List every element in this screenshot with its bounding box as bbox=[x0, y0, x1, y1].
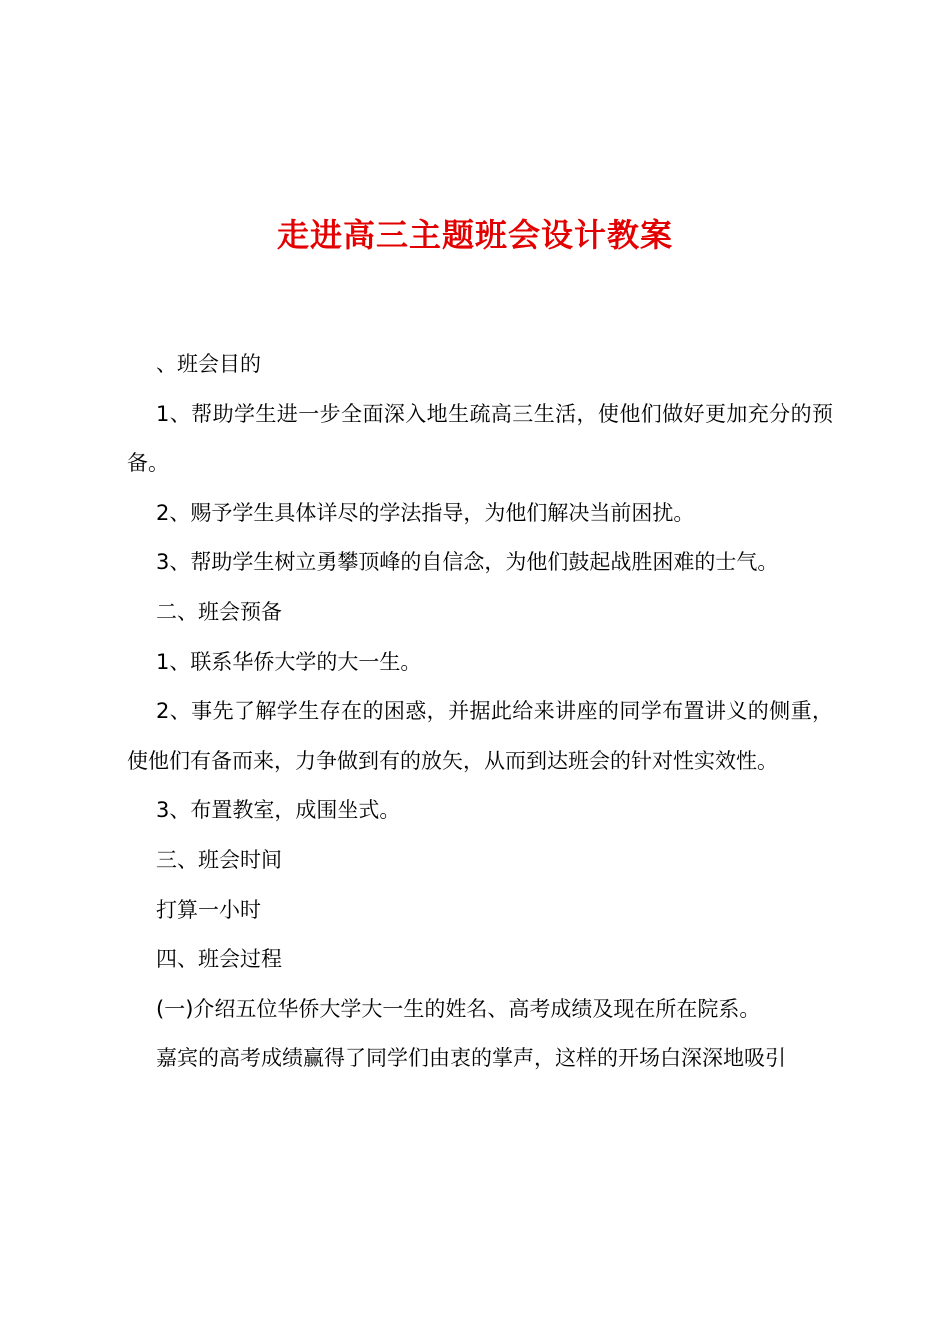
paragraph-goal-1: 1、帮助学生进一步全面深入地生疏高三生活，使他们做好更加充分的预备。 bbox=[127, 401, 833, 476]
paragraph-prep-1: 1、联系华侨大学的大一生。 bbox=[156, 649, 422, 674]
paragraph-prep-3: 3、布置教室，成围坐式。 bbox=[156, 798, 401, 823]
paragraph-time: 打算一小时 bbox=[156, 897, 261, 922]
paragraph-prep-2: 2、事先了解学生存在的困惑，并据此给来讲座的同学布置讲义的侧重，使他们有备而来，力争做到有的放矢，从而到达班会的针对性实效性。 bbox=[127, 699, 833, 773]
paragraph-goal-3: 3、帮助学生树立勇攀顶峰的自信念，为他们鼓起战胜困难的士气。 bbox=[156, 550, 779, 575]
paragraph-goal-2: 2、赐予学生具体详尽的学法指导，为他们解决当前困扰。 bbox=[156, 500, 695, 525]
document-title: 走进高三主题班会设计教案 bbox=[276, 216, 673, 254]
paragraph-section-heading: 四、班会过程 bbox=[156, 947, 282, 972]
paragraph-section-heading: 二、班会预备 bbox=[156, 599, 282, 624]
paragraph-section-heading: 、班会目的 bbox=[156, 352, 261, 376]
paragraph-section-heading: 三、班会时间 bbox=[156, 847, 282, 872]
paragraph-process-1: (一)介绍五位华侨大学大一生的姓名、高考成绩及现在所在院系。 bbox=[156, 996, 761, 1021]
document-body bbox=[127, 340, 833, 1084]
paragraph-process-text: 嘉宾的高考成绩赢得了同学们由衷的掌声，这样的开场白深深地吸引 bbox=[156, 1046, 786, 1071]
